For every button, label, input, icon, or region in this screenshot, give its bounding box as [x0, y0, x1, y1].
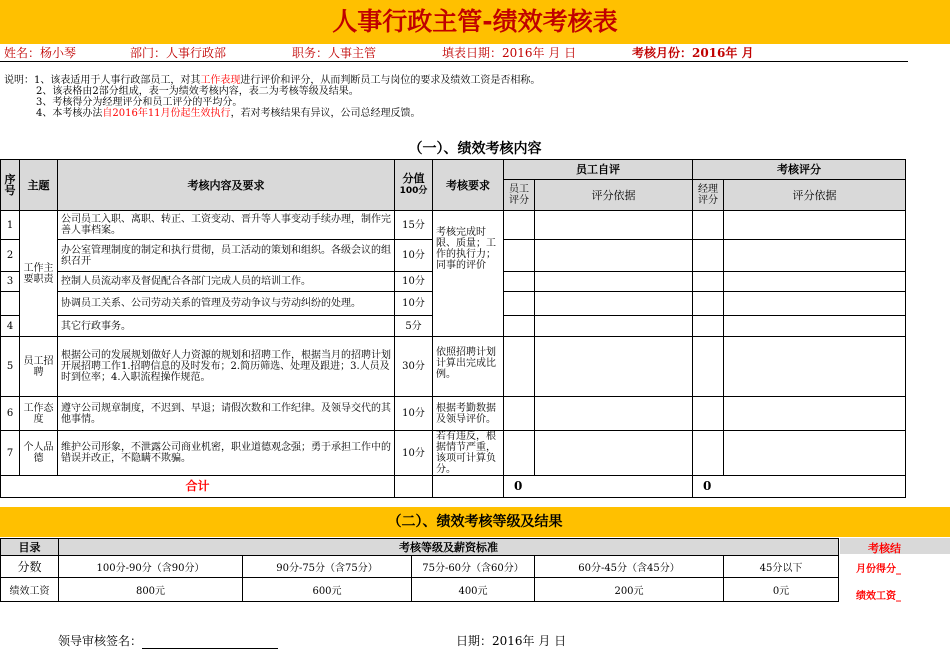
- topic-character: 个人品德: [20, 431, 58, 476]
- pay-cell: 200元: [535, 578, 724, 602]
- total-blank: [433, 476, 504, 498]
- table-row: [1, 578, 839, 602]
- row-seq: 5: [1, 337, 20, 397]
- row-seq: 4: [1, 316, 20, 337]
- total-row: [1, 476, 906, 498]
- row-content: 协调员工关系、公司劳动关系的管理及劳动争议与劳动纠纷的处理。: [58, 292, 395, 316]
- header-basis: 评分依据: [535, 180, 693, 211]
- level-cell: 45分以下: [724, 556, 839, 578]
- info-divider: [0, 61, 908, 62]
- header-directory: 目录: [1, 539, 59, 556]
- header-score: 分值 100分: [395, 160, 433, 211]
- row-content: 控制人员流动率及督促配合各部门完成人员的培训工作。: [58, 272, 395, 292]
- signature-line[interactable]: [142, 636, 278, 649]
- row-content: 其它行政事务。: [58, 316, 395, 337]
- req-character: 若有违反，根据情节严重，该项可计算负分。: [433, 431, 504, 476]
- emp-basis-cell[interactable]: [535, 397, 693, 431]
- emp-score-cell[interactable]: [504, 211, 535, 240]
- total-blank: [395, 476, 433, 498]
- header-basis2: 评分依据: [724, 180, 906, 211]
- row-content: 根据公司的发展规划做好人力资源的规划和招聘工作，根据当月的招聘计划开展招聘工作1.招聘信息的及时发布；2.简历筛选、处理及跟进；3.人员及时到位率；4.入职流程操作规范。: [58, 337, 395, 397]
- row-score: 15分: [395, 211, 433, 240]
- level-cell: 60分-45分（含45分）: [535, 556, 724, 578]
- assess-month: 考核月份：2016年 月: [632, 46, 754, 60]
- department: 部门：人事行政部: [130, 46, 227, 60]
- header-mgr-eval: 考核评分: [693, 160, 906, 180]
- emp-basis-cell[interactable]: [535, 211, 693, 240]
- row-seq: 6: [1, 397, 20, 431]
- pay-cell: 0元: [724, 578, 839, 602]
- pay-row-label: 绩效工资: [1, 578, 59, 602]
- emp-score-cell[interactable]: [504, 431, 535, 476]
- leader-signature: 领导审核签名：: [58, 632, 278, 649]
- pay-cell: 600元: [243, 578, 412, 602]
- emp-score-cell[interactable]: [504, 337, 535, 397]
- total-emp-score: 0: [504, 476, 693, 498]
- section2-title: （二）、绩效考核等级及结果: [387, 514, 563, 530]
- section1-title: （一）、绩效考核内容: [408, 141, 542, 157]
- topic-recruitment: 员工招聘: [20, 337, 58, 397]
- pay-cell: 800元: [59, 578, 243, 602]
- table-row: [1, 431, 906, 476]
- fill-date: 填表日期：2016年 月 日: [442, 46, 577, 60]
- header-req: 考核要求: [433, 160, 504, 211]
- total-label: 合计: [1, 476, 395, 498]
- mgr-basis-cell[interactable]: [724, 316, 906, 337]
- score-row-label: 分数: [1, 556, 59, 578]
- mgr-basis-cell[interactable]: [724, 211, 906, 240]
- row-score: 30分: [395, 337, 433, 397]
- mgr-score-cell[interactable]: [693, 292, 724, 316]
- mgr-score-cell[interactable]: [693, 397, 724, 431]
- assessment-table: [0, 159, 906, 498]
- note-1: 说明：1、该表适用于人事行政部员工，对其工作表现进行评价和评分，从而判断员工与岗位的要求及绩效工资是否相称。: [4, 75, 541, 86]
- position: 职务：人事主管: [292, 46, 377, 60]
- level-cell: 90分-75分（含75分）: [243, 556, 412, 578]
- row-score: 10分: [395, 240, 433, 272]
- table-row: [1, 556, 839, 578]
- row-content: 办公室管理制度的制定和执行贯彻，员工活动的策划和组织。各级会议的组织召开: [58, 240, 395, 272]
- header-seq: 序号: [1, 160, 20, 211]
- mgr-score-cell[interactable]: [693, 211, 724, 240]
- header-emp-score: 员工评分: [504, 180, 535, 211]
- level-cell: 75分-60分（含60分）: [412, 556, 535, 578]
- mgr-basis-cell[interactable]: [724, 337, 906, 397]
- topic-attitude: 工作态度: [20, 397, 58, 431]
- row-content: 维护公司形象，不泄露公司商业机密，职业道德观念强；勇于承担工作中的错误并改正，不隐瞒不欺骗。: [58, 431, 395, 476]
- row-seq: 3: [1, 272, 20, 292]
- table-row: [1, 397, 906, 431]
- mgr-basis-cell[interactable]: [724, 272, 906, 292]
- row-seq: [1, 292, 20, 316]
- total-mgr-score: 0: [693, 476, 906, 498]
- emp-basis-cell[interactable]: [535, 272, 693, 292]
- mgr-basis-cell[interactable]: [724, 431, 906, 476]
- emp-score-cell[interactable]: [504, 240, 535, 272]
- perf-pay-field[interactable]: 绩效工资_: [856, 591, 901, 602]
- row-score: 10分: [395, 397, 433, 431]
- row-seq: 2: [1, 240, 20, 272]
- note-3: 3、考核得分为经理评分和员工评分的平均分。: [36, 97, 243, 108]
- emp-basis-cell[interactable]: [535, 292, 693, 316]
- emp-basis-cell[interactable]: [535, 240, 693, 272]
- req-main-duties: 考核完成时限、质量；工作的执行力；同事的评价: [433, 211, 504, 337]
- emp-score-cell[interactable]: [504, 292, 535, 316]
- employee-name: 姓名：杨小琴: [4, 46, 77, 60]
- grade-table: [0, 538, 839, 602]
- mgr-basis-cell[interactable]: [724, 397, 906, 431]
- mgr-score-cell[interactable]: [693, 431, 724, 476]
- pay-cell: 400元: [412, 578, 535, 602]
- header-topic: 主题: [20, 160, 58, 211]
- table-row: [1, 211, 906, 240]
- row-content: 公司员工入职、离职、转正、工资变动、晋升等人事变动手续办理，制作完善人事档案。: [58, 211, 395, 240]
- topic-main-duties: 工作主要职责: [20, 211, 58, 337]
- emp-basis-cell[interactable]: [535, 316, 693, 337]
- header-standard: 考核等级及薪资标准: [59, 539, 839, 556]
- emp-score-cell[interactable]: [504, 316, 535, 337]
- emp-score-cell[interactable]: [504, 397, 535, 431]
- page-title: 人事行政主管-绩效考核表: [332, 7, 618, 36]
- header-content: 考核内容及要求: [58, 160, 395, 211]
- row-seq: 7: [1, 431, 20, 476]
- row-score: 10分: [395, 292, 433, 316]
- mgr-basis-cell[interactable]: [724, 240, 906, 272]
- result-header: 考核结: [868, 542, 901, 555]
- row-score: 10分: [395, 272, 433, 292]
- row-score: 10分: [395, 431, 433, 476]
- row-score: 5分: [395, 316, 433, 337]
- mgr-basis-cell[interactable]: [724, 292, 906, 316]
- header-self-eval: 员工自评: [504, 160, 693, 180]
- signature-date: 日期：2016年 月 日: [456, 634, 567, 648]
- emp-basis-cell[interactable]: [535, 431, 693, 476]
- level-cell: 100分-90分（含90分）: [59, 556, 243, 578]
- month-score-field[interactable]: 月份得分_: [856, 564, 901, 575]
- row-seq: 1: [1, 211, 20, 240]
- table-row: [1, 337, 906, 397]
- row-content: 遵守公司规章制度，不迟到、早退；请假次数和工作纪律。及领导交代的其他事情。: [58, 397, 395, 431]
- mgr-score-cell[interactable]: [693, 272, 724, 292]
- note-2: 2、该表格由2部分组成，表一为绩效考核内容，表二为考核等级及结果。: [36, 86, 359, 97]
- header-mgr-score: 经理评分: [693, 180, 724, 211]
- emp-basis-cell[interactable]: [535, 337, 693, 397]
- mgr-score-cell[interactable]: [693, 316, 724, 337]
- emp-score-cell[interactable]: [504, 272, 535, 292]
- mgr-score-cell[interactable]: [693, 337, 724, 397]
- note-4: 4、本考核办法自2016年11月份起生效执行，若对考核结果有异议，公司总经理反馈。: [36, 108, 421, 119]
- req-attitude: 根据考勤数据及领导评价。: [433, 397, 504, 431]
- req-recruitment: 依照招聘计划计算出完成比例。: [433, 337, 504, 397]
- mgr-score-cell[interactable]: [693, 240, 724, 272]
